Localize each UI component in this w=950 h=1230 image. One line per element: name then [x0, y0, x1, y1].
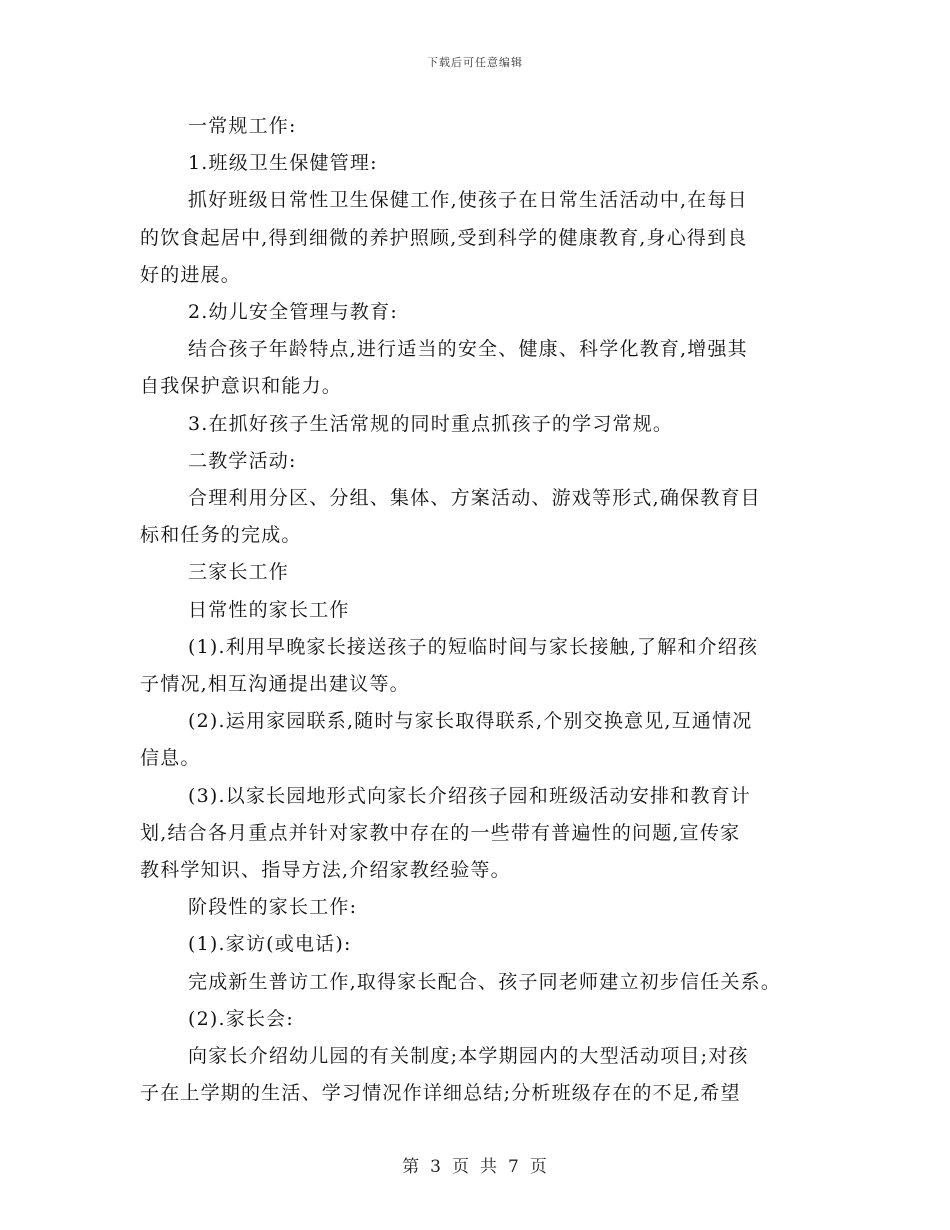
- text-line: 教科学知识、指导方法,介绍家教经验等。: [140, 859, 511, 882]
- text-line: (3).以家长园地形式向家长介绍孩子园和班级活动安排和教育计: [188, 784, 751, 807]
- text-line: 完成新生普访工作,取得家长配合、孩子同老师建立初步信任关系。: [188, 970, 782, 993]
- text-line: 信息。: [140, 747, 201, 770]
- text-line: 向家长介绍幼儿园的有关制度;本学期园内的大型活动项目;对孩: [188, 1045, 749, 1068]
- page-footer: [0, 1152, 950, 1177]
- text-line: 二教学活动:: [188, 449, 297, 472]
- text-line: 子在上学期的生活、学习情况作详细总结;分析班级存在的不足,希望: [140, 1082, 741, 1105]
- page-header: 下载后可任意编辑: [427, 56, 523, 69]
- text-line: 三家长工作: [188, 561, 290, 584]
- text-line: 结合孩子年龄特点,进行适当的安全、健康、科学化教育,增强其: [188, 338, 748, 361]
- text-line: (2).运用家园联系,随时与家长取得联系,个别交换意见,互通情况: [188, 710, 753, 733]
- text-line: 合理利用分区、分组、集体、方案活动、游戏等形式,确保教育目: [188, 487, 761, 510]
- text-line: 抓好班级日常性卫生保健工作,使孩子在日常生活活动中,在每日: [188, 189, 748, 212]
- text-line: (2).家长会:: [188, 1007, 294, 1030]
- text-line: 1.班级卫生保健管理:: [188, 152, 378, 175]
- footer-label-gong: 共: [480, 1157, 498, 1177]
- text-line: 子情况,相互沟通提出建议等。: [140, 673, 410, 696]
- text-line: 阶段性的家长工作:: [188, 896, 358, 919]
- footer-label-ye-end: 页: [529, 1157, 548, 1177]
- text-line: 日常性的家长工作: [188, 598, 350, 621]
- text-line: 3.在抓好孩子生活常规的同时重点抓孩子的学习常规。: [188, 412, 674, 435]
- document-body: [140, 108, 820, 1112]
- text-line: (1).利用早晚家长接送孩子的短临时间与家长接触,了解和介绍孩: [188, 635, 759, 658]
- text-line: 好的进展。: [140, 263, 242, 286]
- footer-label-di: 第: [402, 1157, 421, 1177]
- text-line: (1).家访(或电话):: [188, 933, 352, 956]
- text-line: 的饮食起居中,得到细微的养护照顾,受到科学的健康教育,身心得到良: [140, 226, 748, 249]
- text-line: 一常规工作:: [188, 115, 297, 137]
- footer-current-page: 3: [430, 1157, 442, 1177]
- text-line: 划,结合各月重点并针对家教中存在的一些带有普遍性的问题,宣传家: [140, 821, 741, 844]
- text-line: 标和任务的完成。: [140, 524, 302, 547]
- footer-total-pages: 7: [508, 1157, 520, 1177]
- footer-label-ye: 页: [452, 1157, 470, 1177]
- text-line: 2.幼儿安全管理与教育:: [188, 301, 398, 324]
- text-line: 自我保护意识和能力。: [140, 375, 343, 398]
